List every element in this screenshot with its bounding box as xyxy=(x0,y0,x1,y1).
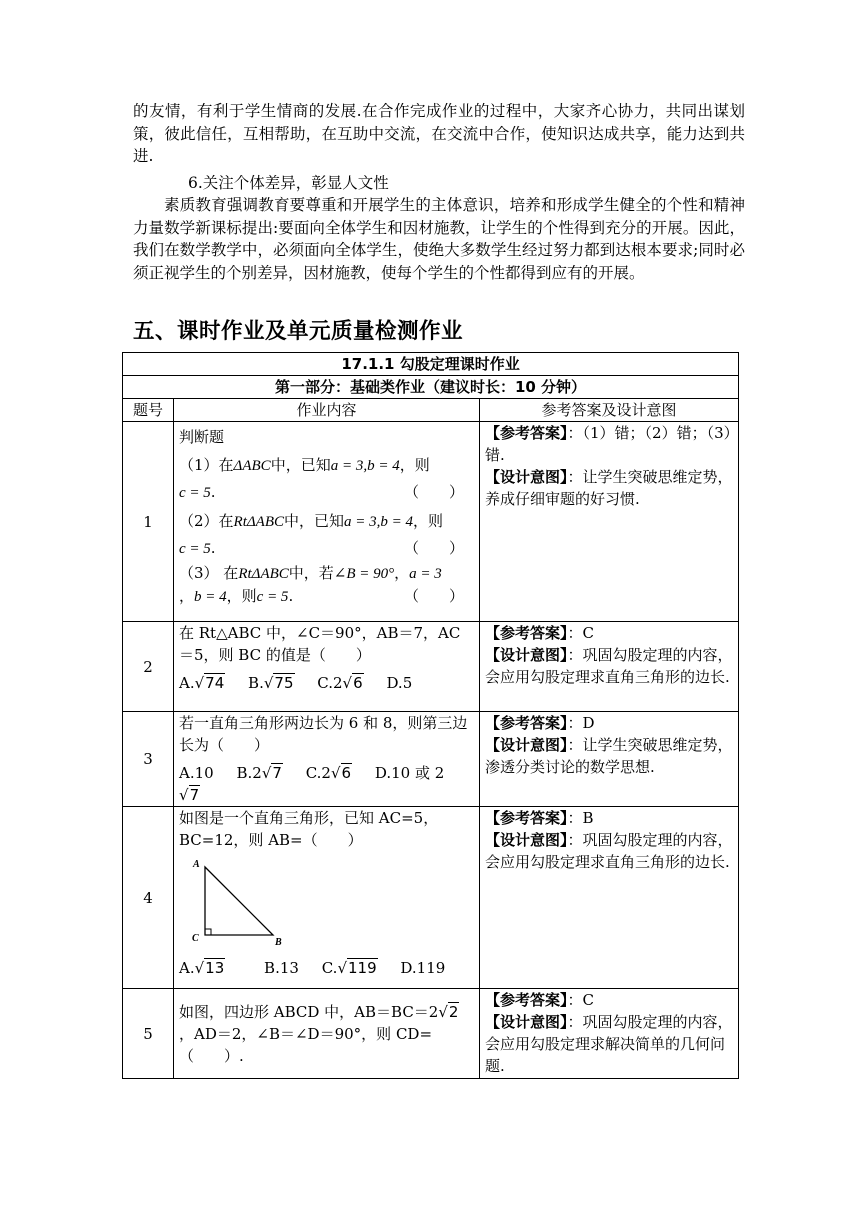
intent-text: ：巩固勾股定理的内容，会应用勾股定理求解决简单的几何问题. xyxy=(485,1013,733,1075)
section-title: 五、课时作业及单元质量检测作业 xyxy=(133,319,464,344)
right-angle-mark xyxy=(205,929,211,935)
table-row xyxy=(123,712,739,807)
question-content xyxy=(174,712,480,807)
option-d: D.119 xyxy=(400,959,446,977)
triangle-shape xyxy=(205,867,273,935)
question-content: 判断题 （1）在ΔABC中，已知a = 3,b = 4，则 c = 5. （ ） （2）在RtΔABC中，已知a = 3,b = 4，则 c = 5. （ ） （3） 在RtΔABC中，若∠B = 90°，a = 3 ，b = 4，则c = 5. （ ） xyxy=(174,422,480,622)
answer-label: 【参考答案】 xyxy=(485,714,568,732)
answer-blank: （ ） xyxy=(403,539,464,557)
answer-text: ：C xyxy=(567,991,594,1009)
question-content xyxy=(174,989,480,1079)
options xyxy=(179,957,474,979)
question-text: 如图，四边形 ABCD 中，AB＝BC＝2√2，AD＝2，∠B＝∠D＝90°，则 CD=（ ）. xyxy=(179,1002,459,1065)
option-b: B.√75 xyxy=(248,674,294,692)
intro-heading-6: 6.关注个体差异，彰显人文性 xyxy=(188,174,389,192)
question-number: 3 xyxy=(123,712,174,807)
question-number: 5 xyxy=(123,989,174,1079)
header-number: 题号 xyxy=(123,399,174,422)
answer-cell xyxy=(480,989,739,1079)
option-c: C.2√6 xyxy=(317,674,363,692)
answer-label: 【参考答案】 xyxy=(485,424,568,442)
intent-text: ：巩固勾股定理的内容，会应用勾股定理求直角三角形的边长. xyxy=(485,646,733,686)
vertex-label-a: A xyxy=(193,859,200,870)
intent-text: ：让学生突破思维定势，渗透分类讨论的数学思想. xyxy=(485,736,733,776)
table-title: 17.1.1 勾股定理课时作业 xyxy=(123,353,739,376)
answer-label: 【参考答案】 xyxy=(485,991,568,1009)
option-d: D.5 xyxy=(386,674,413,692)
answer-blank: （ ） xyxy=(403,483,464,501)
intent-label: 【设计意图】 xyxy=(485,831,568,849)
table-subtitle: 第一部分：基础类作业（建议时长：10 分钟） xyxy=(123,376,739,399)
option-d: D.10 或 2√7 xyxy=(179,764,445,804)
question-text: 若一直角三角形两边长为 6 和 8，则第三边长为（ ） xyxy=(179,714,468,754)
intent-text: ：巩固勾股定理的内容，会应用勾股定理求直角三角形的边长. xyxy=(485,831,733,871)
option-c: C.2√6 xyxy=(305,764,352,782)
intent-label: 【设计意图】 xyxy=(485,646,568,664)
table-row xyxy=(123,807,739,989)
question-text: 如图是一个直角三角形，已知 AC=5，BC=12，则 AB=（ ） xyxy=(179,809,439,849)
intent-label: 【设计意图】 xyxy=(485,736,568,754)
question-text: 在 Rt△ABC 中，∠C＝90°，AB＝7，AC＝5，则 BC 的值是（ ） xyxy=(179,624,461,664)
vertex-label-c: C xyxy=(192,933,199,944)
option-a: A.√74 xyxy=(179,674,225,692)
homework-table xyxy=(122,352,739,1079)
answer-text: ：（1）错；（2）错；（3）错. xyxy=(485,424,732,464)
answer-text: ：B xyxy=(567,809,594,827)
answer-label: 【参考答案】 xyxy=(485,809,568,827)
question-heading: 判断题 xyxy=(179,428,225,446)
question-content xyxy=(174,807,480,989)
answer-text: ：C xyxy=(567,624,594,642)
options xyxy=(179,672,474,694)
intent-label: 【设计意图】 xyxy=(485,1013,568,1031)
question-number: 1 xyxy=(123,422,174,622)
table-row xyxy=(123,989,739,1079)
right-triangle-figure xyxy=(187,857,297,949)
question-content xyxy=(174,622,480,712)
statement-1: （1）在ΔABC中，已知a = 3,b = 4，则 xyxy=(179,456,430,474)
option-a: A.10 xyxy=(179,764,214,782)
option-b: B.2√7 xyxy=(236,764,282,782)
answer-blank: （ ） xyxy=(403,587,464,605)
intro-paragraph-1: 的友情，有利于学生情商的发展.在合作完成作业的过程中，大家齐心协力，共同出谋划策，彼此信任，互相帮助，在互助中交流，在交流中合作，使知识达成共享，能力达到共进. xyxy=(133,102,745,166)
question-number: 2 xyxy=(123,622,174,712)
answer-cell xyxy=(480,712,739,807)
option-c: C.√119 xyxy=(321,959,377,977)
header-content: 作业内容 xyxy=(174,399,480,422)
intent-label: 【设计意图】 xyxy=(485,468,568,486)
option-b: B.13 xyxy=(264,959,299,977)
option-a: A.√13 xyxy=(179,959,225,977)
statement-2: （2）在RtΔABC中，已知a = 3,b = 4，则 xyxy=(179,512,444,530)
table-row xyxy=(123,422,739,622)
question-number: 4 xyxy=(123,807,174,989)
intro-paragraph-2: 素质教育强调教育要尊重和开展学生的主体意识，培养和形成学生健全的个性和精神力量数学新课标提出:要面向全体学生和因材施教，让学生的个性得到充分的开展。因此，我们在数学教学中，必须面向全体学生，使绝大多数学生经过努力都到达根本要求;同时必须正视学生的个别差异，因材施教，使每个学生的个性都得到应有的开展。 xyxy=(133,196,745,282)
table-row xyxy=(123,622,739,712)
vertex-label-b: B xyxy=(275,937,282,948)
answer-cell xyxy=(480,807,739,989)
answer-cell xyxy=(480,422,739,622)
intent-text: ：让学生突破思维定势，养成仔细审题的好习惯. xyxy=(485,468,733,508)
options xyxy=(179,762,474,806)
statement-3: （3） 在RtΔABC中，若∠B = 90°，a = 3 xyxy=(179,564,442,582)
answer-cell xyxy=(480,622,739,712)
answer-text: ：D xyxy=(567,714,595,732)
answer-label: 【参考答案】 xyxy=(485,624,568,642)
header-answer: 参考答案及设计意图 xyxy=(480,399,739,422)
